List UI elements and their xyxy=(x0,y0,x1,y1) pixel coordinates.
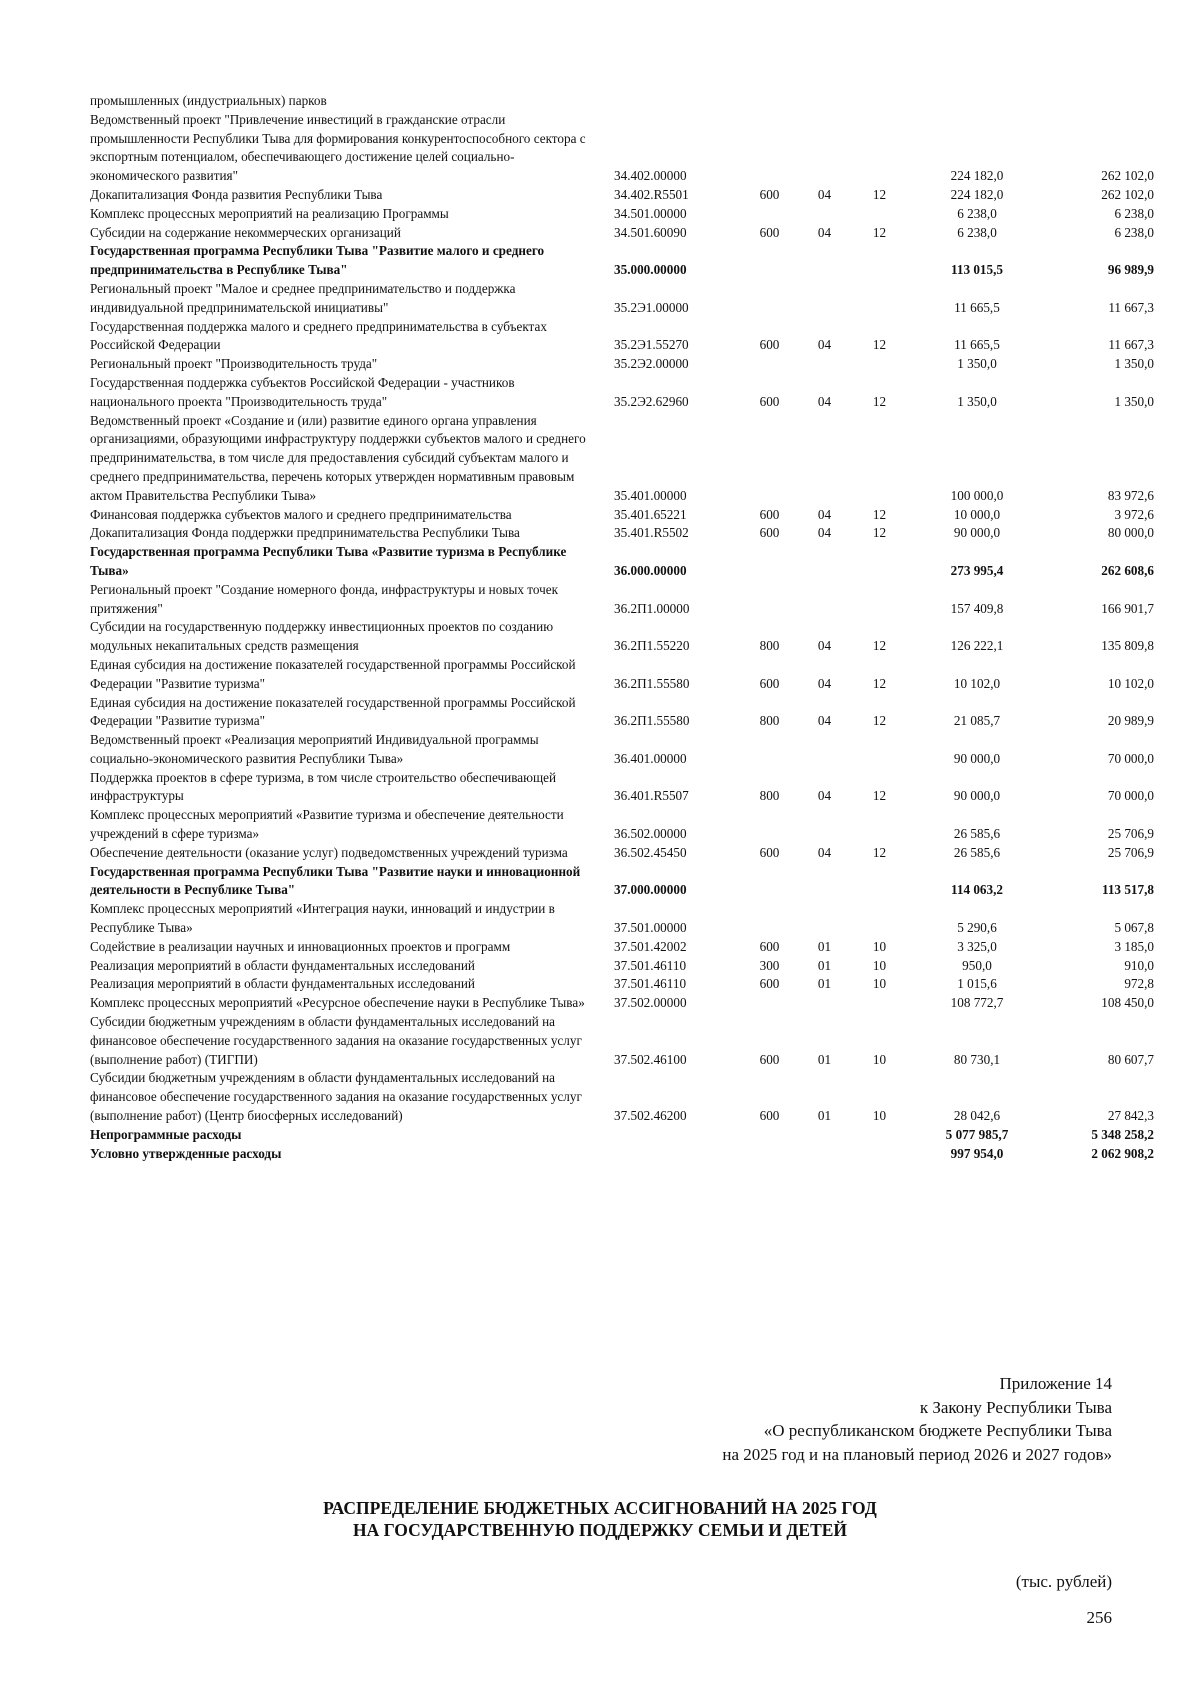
annex-law-period: на 2025 год и на плановый период 2026 и 2027 годов» xyxy=(722,1444,1112,1464)
row-expense-type: 600 xyxy=(759,224,780,240)
table-row xyxy=(90,957,1154,976)
table-row xyxy=(90,242,1154,280)
row-value-2026: 126 222,1 xyxy=(950,638,1004,654)
row-code: 36.2П1.55220 xyxy=(614,638,690,654)
row-expense-type: 600 xyxy=(759,393,780,409)
row-value-2026: 90 000,0 xyxy=(953,750,1001,766)
table-row xyxy=(90,111,1154,186)
title-line-2: НА ГОСУДАРСТВЕННУЮ ПОДДЕРЖКУ СЕМЬИ И ДЕТЕЙ xyxy=(352,1520,848,1540)
row-code: 36.2П1.55580 xyxy=(614,713,690,729)
row-expense-type xyxy=(742,92,797,111)
row-name: Субсидии на государственную поддержку инвестиционных проектов по созданию модульных некапитальных средств размещения xyxy=(90,619,554,654)
row-expense-type xyxy=(742,994,797,1013)
row-value-2027: 910,0 xyxy=(1124,957,1154,973)
row-expense-type xyxy=(742,1145,797,1164)
row-code xyxy=(614,1145,742,1164)
row-value-2026: 997 954,0 xyxy=(950,1145,1004,1161)
row-value-2026: 1 350,0 xyxy=(957,356,997,372)
row-expense-type xyxy=(742,581,797,619)
row-subsection xyxy=(852,242,907,280)
row-subsection xyxy=(852,355,907,374)
row-subsection: 10 xyxy=(872,976,887,992)
row-value-2026: 6 238,0 xyxy=(957,205,997,221)
row-subsection xyxy=(852,205,907,224)
row-value-2027: 262 102,0 xyxy=(1101,186,1154,202)
row-value-2027: 25 706,9 xyxy=(1107,826,1154,842)
row-expense-type: 600 xyxy=(759,506,780,522)
row-subsection: 12 xyxy=(872,844,887,860)
row-value-2026: 100 000,0 xyxy=(950,487,1004,503)
row-value-2026: 80 730,1 xyxy=(953,1051,1001,1067)
row-section: 04 xyxy=(817,525,832,541)
row-value-2027: 96 989,9 xyxy=(1107,262,1154,278)
row-subsection xyxy=(852,92,907,111)
row-code: 36.000.00000 xyxy=(614,562,687,578)
row-value-2027: 262 102,0 xyxy=(1101,168,1154,184)
row-code: 36.401.R5507 xyxy=(614,788,689,804)
row-section xyxy=(797,111,852,186)
row-name: Поддержка проектов в сфере туризма, в том числе строительство обеспечивающей инфраструктуры xyxy=(90,769,557,804)
budget-table xyxy=(90,92,1154,1163)
row-code: 35.2Э2.62960 xyxy=(614,393,689,409)
row-code: 35.2Э2.00000 xyxy=(614,356,689,372)
row-name: Единая субсидия на достижение показателей государственной программы Российской Федерации "Развитие туризма" xyxy=(90,694,576,729)
row-subsection: 12 xyxy=(872,788,887,804)
row-subsection xyxy=(852,280,907,318)
row-section: 04 xyxy=(817,844,832,860)
row-name: Условно утвержденные расходы xyxy=(90,1145,282,1161)
row-subsection xyxy=(852,543,907,581)
row-name: Государственная программа Республики Тыва "Развитие малого и среднего предпринимательства в Республике Тыва" xyxy=(90,243,545,278)
row-code: 35.2Э1.00000 xyxy=(614,299,689,315)
row-value-2027: 262 608,6 xyxy=(1101,562,1154,578)
row-expense-type: 600 xyxy=(759,186,780,202)
row-value-2027: 5 348 258,2 xyxy=(1091,1126,1154,1142)
row-subsection xyxy=(852,900,907,938)
row-value-2027: 11 667,3 xyxy=(1108,337,1154,353)
row-subsection: 12 xyxy=(872,393,887,409)
row-value-2027: 80 607,7 xyxy=(1107,1051,1154,1067)
row-code: 35.2Э1.55270 xyxy=(614,337,689,353)
row-subsection: 10 xyxy=(872,1051,887,1067)
table-row xyxy=(90,1126,1154,1145)
row-code: 37.502.46200 xyxy=(614,1108,687,1124)
row-name: Комплекс процессных мероприятий «Ресурсное обеспечение науки в Республике Тыва» xyxy=(90,995,585,1011)
row-name: Государственная поддержка субъектов Российской Федерации - участников национального проекта "Производительность труда" xyxy=(90,374,515,409)
row-value-2026: 950,0 xyxy=(962,957,992,973)
table-row xyxy=(90,618,1154,656)
row-value-2026: 1 015,6 xyxy=(957,976,997,992)
row-expense-type: 600 xyxy=(759,976,780,992)
row-code: 35.000.00000 xyxy=(614,262,687,278)
table-row xyxy=(90,186,1154,205)
table-row xyxy=(90,863,1154,901)
row-section xyxy=(797,1126,852,1145)
table-row xyxy=(90,224,1154,243)
row-section xyxy=(797,581,852,619)
row-section: 01 xyxy=(817,1051,832,1067)
row-value-2027: 10 102,0 xyxy=(1107,675,1154,691)
row-value-2026: 273 995,4 xyxy=(950,562,1004,578)
budget-table-body xyxy=(90,92,1154,1163)
row-code: 36.2П1.00000 xyxy=(614,600,690,616)
annex-law-title: «О республиканском бюджете Республики Тыва xyxy=(763,1421,1112,1440)
row-section xyxy=(797,994,852,1013)
row-section: 01 xyxy=(817,976,832,992)
table-row xyxy=(90,994,1154,1013)
row-section xyxy=(797,1145,852,1164)
row-code: 34.402.R5501 xyxy=(614,186,689,202)
row-expense-type: 600 xyxy=(759,844,780,860)
row-section xyxy=(797,806,852,844)
row-name: Государственная программа Республики Тыва «Развитие туризма в Республике Тыва» xyxy=(90,544,567,578)
row-value-2027: 108 450,0 xyxy=(1101,995,1154,1011)
row-name: Региональный проект "Создание номерного фонда, инфраструктуры и новых точек притяжения" xyxy=(90,581,559,616)
row-name: Региональный проект "Производительность труда" xyxy=(90,356,378,372)
row-name: Государственная программа Республики Тыва "Развитие науки и инновационной деятельности в Республике Тыва" xyxy=(90,863,581,898)
row-expense-type xyxy=(742,242,797,280)
row-subsection: 12 xyxy=(872,224,887,240)
row-expense-type xyxy=(742,412,797,506)
row-code: 37.000.00000 xyxy=(614,882,687,898)
row-section xyxy=(797,205,852,224)
row-code: 37.501.00000 xyxy=(614,920,687,936)
table-row xyxy=(90,318,1154,356)
row-expense-type xyxy=(742,355,797,374)
row-value-2027: 1 350,0 xyxy=(1114,393,1154,409)
row-value-2026: 108 772,7 xyxy=(950,995,1004,1011)
row-code: 34.402.00000 xyxy=(614,168,687,184)
row-value-2027: 3 972,6 xyxy=(1114,506,1154,522)
row-expense-type xyxy=(742,205,797,224)
row-name: Содействие в реализации научных и инновационных проектов и программ xyxy=(90,938,511,954)
table-row xyxy=(90,280,1154,318)
row-code: 35.401.00000 xyxy=(614,487,687,503)
row-value-2027: 113 517,8 xyxy=(1101,882,1154,898)
row-expense-type: 300 xyxy=(759,957,780,973)
row-subsection: 12 xyxy=(872,675,887,691)
row-code: 37.501.42002 xyxy=(614,938,687,954)
table-row xyxy=(90,1069,1154,1125)
row-expense-type xyxy=(742,863,797,901)
row-code xyxy=(614,92,742,111)
row-expense-type: 600 xyxy=(759,525,780,541)
row-value-2026: 26 585,6 xyxy=(953,844,1001,860)
row-value-2027: 70 000,0 xyxy=(1107,750,1154,766)
row-name: Реализация мероприятий в области фундаментальных исследований xyxy=(90,957,475,973)
row-code: 36.401.00000 xyxy=(614,750,687,766)
table-row xyxy=(90,900,1154,938)
row-name: Финансовая поддержка субъектов малого и среднего предпринимательства xyxy=(90,506,512,522)
row-value-2027: 166 901,7 xyxy=(1101,600,1154,616)
row-value-2027: 27 842,3 xyxy=(1107,1108,1154,1124)
row-subsection xyxy=(852,412,907,506)
row-name: Ведомственный проект "Привлечение инвестиций в гражданские отрасли промышленности Республики Тыва для формирования конкурентоспособного сектора с экспортным потенциалом, обеспечивающего достижение целей социально-экономического развития" xyxy=(90,111,586,184)
row-value-2026: 224 182,0 xyxy=(950,186,1004,202)
row-subsection xyxy=(852,731,907,769)
row-expense-type: 800 xyxy=(759,788,780,804)
row-section: 04 xyxy=(817,337,832,353)
row-section: 04 xyxy=(817,186,832,202)
row-name: Субсидии бюджетным учреждениям в области фундаментальных исследований на финансовое обеспечение государственного задания на оказание государственных услуг (выполнение работ) (ТИГПИ) xyxy=(90,1014,582,1067)
row-section xyxy=(797,92,852,111)
row-section xyxy=(797,242,852,280)
row-subsection: 12 xyxy=(872,337,887,353)
row-name: Субсидии бюджетным учреждениям в области фундаментальных исследований на финансовое обеспечение государственного задания на оказание государственных услуг (выполнение работ) (Центр биосферных исследований) xyxy=(90,1070,582,1124)
row-value-2026: 113 015,5 xyxy=(950,262,1004,278)
row-value-2026: 6 238,0 xyxy=(957,224,997,240)
row-code: 35.401.65221 xyxy=(614,506,687,522)
row-value-2027: 6 238,0 xyxy=(1114,224,1154,240)
table-row xyxy=(90,1145,1154,1164)
row-expense-type xyxy=(742,1126,797,1145)
row-value-2026: 10 000,0 xyxy=(953,506,1001,522)
table-row xyxy=(90,374,1154,412)
row-section: 04 xyxy=(817,675,832,691)
title-line-1: РАСПРЕДЕЛЕНИЕ БЮДЖЕТНЫХ АССИГНОВАНИЙ НА 2025 ГОД xyxy=(323,1498,877,1518)
row-subsection: 10 xyxy=(872,938,887,954)
table-row xyxy=(90,844,1154,863)
row-code: 36.502.45450 xyxy=(614,844,687,860)
row-subsection: 10 xyxy=(872,1108,887,1124)
table-row xyxy=(90,975,1154,994)
row-value-2026: 114 063,2 xyxy=(950,882,1004,898)
row-value-2027: 20 989,9 xyxy=(1107,713,1154,729)
row-value-2027: 2 062 908,2 xyxy=(1091,1145,1154,1161)
row-value-2027: 135 809,8 xyxy=(1101,638,1154,654)
row-expense-type: 600 xyxy=(759,1051,780,1067)
document-title xyxy=(0,1497,1200,1541)
row-expense-type xyxy=(742,900,797,938)
row-value-2026: 21 085,7 xyxy=(953,713,1001,729)
units-label: (тыс. рублей) xyxy=(1015,1572,1112,1591)
table-row xyxy=(90,355,1154,374)
row-section xyxy=(797,280,852,318)
row-expense-type xyxy=(742,111,797,186)
table-row xyxy=(90,205,1154,224)
row-subsection xyxy=(852,1126,907,1145)
table-row xyxy=(90,769,1154,807)
row-value-2027: 83 972,6 xyxy=(1107,487,1154,503)
row-section xyxy=(797,543,852,581)
row-value-2027: 3 185,0 xyxy=(1114,938,1154,954)
row-section: 01 xyxy=(817,938,832,954)
row-code: 34.501.00000 xyxy=(614,205,687,221)
row-name: Государственная поддержка малого и среднего предпринимательства в субъектах Российской Федерации xyxy=(90,318,547,353)
row-value-2027: 5 067,8 xyxy=(1114,920,1154,936)
row-value-2027: 70 000,0 xyxy=(1107,788,1154,804)
row-value-2027: 1 350,0 xyxy=(1114,356,1154,372)
row-subsection xyxy=(852,863,907,901)
row-section xyxy=(797,863,852,901)
table-row xyxy=(90,731,1154,769)
row-value-2026: 5 290,6 xyxy=(957,920,997,936)
row-value-2026: 90 000,0 xyxy=(953,788,1001,804)
row-section: 04 xyxy=(817,506,832,522)
row-subsection: 10 xyxy=(872,957,887,973)
row-expense-type: 800 xyxy=(759,713,780,729)
table-row xyxy=(90,506,1154,525)
annex-header xyxy=(722,1372,1112,1466)
row-value-2027: 11 667,3 xyxy=(1108,299,1154,315)
row-expense-type: 600 xyxy=(759,1108,780,1124)
row-value-2026: 11 665,5 xyxy=(954,337,1000,353)
row-section: 04 xyxy=(817,713,832,729)
table-row xyxy=(90,1013,1154,1069)
row-code: 36.2П1.55580 xyxy=(614,675,690,691)
row-code: 37.501.46110 xyxy=(614,957,687,973)
row-value-2026: 90 000,0 xyxy=(953,525,1001,541)
row-name: промышленных (индустриальных) парков xyxy=(90,93,327,108)
row-value-2026: 11 665,5 xyxy=(954,299,1000,315)
row-value-2026: 3 325,0 xyxy=(957,938,997,954)
row-expense-type xyxy=(742,806,797,844)
row-section: 04 xyxy=(817,224,832,240)
row-name: Региональный проект "Малое и среднее предпринимательство и поддержка индивидуальной предпринимательской инициативы" xyxy=(90,280,516,315)
row-value-2026: 1 350,0 xyxy=(957,393,997,409)
row-value-2026: 5 077 985,7 xyxy=(945,1126,1009,1142)
row-section: 04 xyxy=(817,638,832,654)
row-name: Ведомственный проект «Создание и (или) развитие единого органа управления организациями, образующими инфраструктуру поддержки субъектов малого и среднего предпринимательства, в том числе для предоставления субсидий субъектам малого и среднего предпринимательства, перечень которых утвержден нормативным правовым актом Правительства Республики Тыва» xyxy=(90,412,586,503)
row-code: 37.501.46110 xyxy=(614,976,687,992)
row-section: 04 xyxy=(817,788,832,804)
row-value-2026: 26 585,6 xyxy=(953,826,1001,842)
row-name: Комплекс процессных мероприятий «Интеграция науки, инноваций и индустрии в Республике Тыва» xyxy=(90,901,555,936)
table-row xyxy=(90,694,1154,732)
row-subsection: 12 xyxy=(872,186,887,202)
row-name: Единая субсидия на достижение показателей государственной программы Российской Федерации "Развитие туризма" xyxy=(90,656,576,691)
row-value-2026: 224 182,0 xyxy=(950,168,1004,184)
annex-law-ref: к Закону Республики Тыва xyxy=(919,1397,1112,1417)
row-value-2027: 80 000,0 xyxy=(1107,525,1154,541)
row-name: Докапитализация Фонда поддержки предпринимательства Республики Тыва xyxy=(90,525,520,541)
row-value-2027 xyxy=(1047,92,1154,111)
annex-number: Приложение 14 xyxy=(999,1374,1112,1393)
row-subsection: 12 xyxy=(872,638,887,654)
row-section xyxy=(797,355,852,374)
page-number: 256 xyxy=(1086,1608,1112,1627)
row-section xyxy=(797,412,852,506)
row-section: 01 xyxy=(817,1108,832,1124)
row-value-2026: 10 102,0 xyxy=(953,675,1001,691)
table-row xyxy=(90,656,1154,694)
row-name: Обеспечение деятельности (оказание услуг) подведомственных учреждений туризма xyxy=(90,844,568,860)
row-code: 36.502.00000 xyxy=(614,826,687,842)
row-subsection xyxy=(852,581,907,619)
row-subsection xyxy=(852,806,907,844)
row-name: Докапитализация Фонда развития Республики Тыва xyxy=(90,186,383,202)
table-row xyxy=(90,524,1154,543)
row-value-2026 xyxy=(907,92,1047,111)
row-subsection: 12 xyxy=(872,713,887,729)
row-name: Комплекс процессных мероприятий «Развитие туризма и обеспечение деятельности учреждений в сфере туризма» xyxy=(90,807,564,842)
row-section xyxy=(797,731,852,769)
row-section xyxy=(797,900,852,938)
table-row xyxy=(90,581,1154,619)
row-subsection: 12 xyxy=(872,525,887,541)
row-expense-type: 600 xyxy=(759,938,780,954)
table-row xyxy=(90,543,1154,581)
row-expense-type xyxy=(742,731,797,769)
table-row xyxy=(90,938,1154,957)
row-expense-type: 800 xyxy=(759,638,780,654)
row-code xyxy=(614,1126,742,1145)
row-expense-type xyxy=(742,280,797,318)
row-value-2027: 972,8 xyxy=(1124,976,1154,992)
row-value-2026: 157 409,8 xyxy=(950,600,1004,616)
row-name: Непрограммные расходы xyxy=(90,1126,242,1142)
row-code: 37.502.00000 xyxy=(614,995,687,1011)
row-value-2027: 6 238,0 xyxy=(1114,205,1154,221)
table-row xyxy=(90,92,1154,111)
row-name: Реализация мероприятий в области фундаментальных исследований xyxy=(90,976,475,992)
row-code: 34.501.60090 xyxy=(614,224,687,240)
row-name: Ведомственный проект «Реализация мероприятий Индивидуальной программы социально-экономического развития Республики Тыва» xyxy=(90,732,539,766)
row-expense-type: 600 xyxy=(759,337,780,353)
row-expense-type: 600 xyxy=(759,675,780,691)
row-subsection: 12 xyxy=(872,506,887,522)
row-value-2027: 25 706,9 xyxy=(1107,844,1154,860)
row-expense-type xyxy=(742,543,797,581)
row-subsection xyxy=(852,994,907,1013)
table-row xyxy=(90,806,1154,844)
table-row xyxy=(90,412,1154,506)
row-code: 37.502.46100 xyxy=(614,1051,687,1067)
row-subsection xyxy=(852,111,907,186)
row-code: 35.401.R5502 xyxy=(614,525,689,541)
row-subsection xyxy=(852,1145,907,1164)
row-section: 01 xyxy=(817,957,832,973)
row-section: 04 xyxy=(817,393,832,409)
row-name: Субсидии на содержание некоммерческих организаций xyxy=(90,224,401,240)
row-value-2026: 28 042,6 xyxy=(953,1108,1001,1124)
row-name: Комплекс процессных мероприятий на реализацию Программы xyxy=(90,205,449,221)
